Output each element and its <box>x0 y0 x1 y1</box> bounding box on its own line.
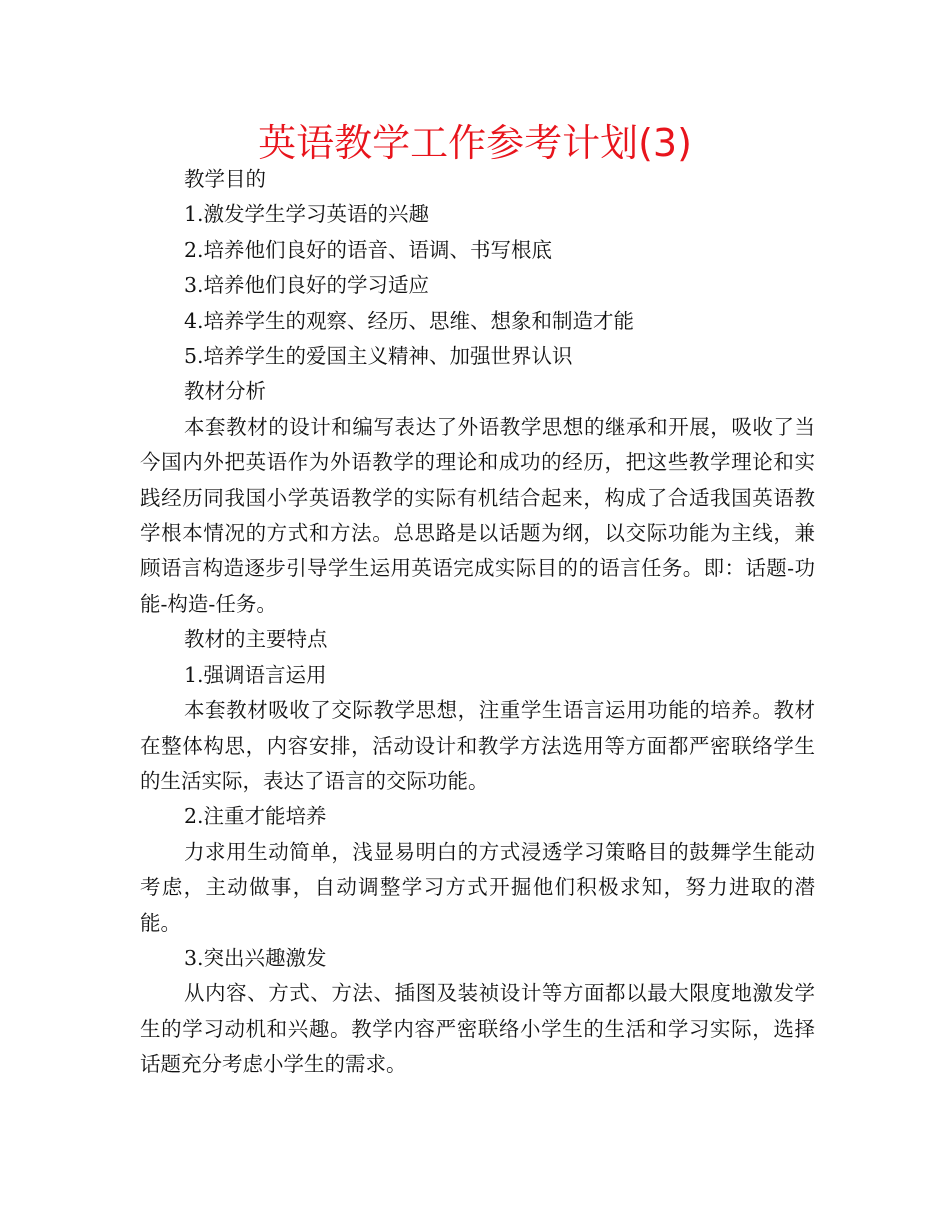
feature-heading-3: 3.突出兴趣激发 <box>184 945 327 970</box>
feature-paragraph-2: 力求用生动简单，浅显易明白的方式浸透学习策略目的鼓舞学生能动考虑，主动做事，自动调整学习方式开掘他们积极求知，努力进取的潜能。 <box>140 839 815 935</box>
feature-heading-2: 2.注重才能培养 <box>184 804 327 829</box>
feature-paragraph-3: 从内容、方式、方法、插图及装祯设计等方面都以最大限度地激发学生的学习动机和兴趣。教学内容严密联络小学生的生活和学习实际，选择话题充分考虑小学生的需求。 <box>140 981 815 1077</box>
textbook-analysis-paragraph: 本套教材的设计和编写表达了外语教学思想的继承和开展，吸收了当今国内外把英语作为外语教学的理论和成功的经历，把这些教学理论和实践经历同我国小学英语教学的实际有机结合起来，构成了合适我国英语教学根本情况的方式和方法。总思路是以话题为纲，以交际功能为主线，兼顾语言构造逐步引导学生运用英语完成实际目的的语言任务。即：话题-功能-构造-任务。 <box>140 414 815 616</box>
section-heading-textbook-analysis: 教材分析 <box>184 379 266 404</box>
section-heading-main-features: 教材的主要特点 <box>184 627 328 652</box>
feature-paragraph-1: 本套教材吸收了交际教学思想，注重学生语言运用功能的培养。教材在整体构思，内容安排，活动设计和教学方法选用等方面都严密联络学生的生活实际，表达了语言的交际功能。 <box>140 698 815 793</box>
goal-item-4: 4.培养学生的观察、经历、思维、想象和制造才能 <box>184 308 635 333</box>
feature-heading-1: 1.强调语言运用 <box>184 662 327 687</box>
goal-item-5: 5.培养学生的爱国主义精神、加强世界认识 <box>184 344 573 369</box>
goal-item-2: 2.培养他们良好的语音、语调、书写根底 <box>184 237 553 262</box>
document-body <box>140 162 815 1083</box>
goal-item-1: 1.激发学生学习英语的兴趣 <box>184 202 430 227</box>
document-title: 英语教学工作参考计划(3) <box>258 121 692 165</box>
section-heading-teaching-goals: 教学目的 <box>184 167 266 191</box>
goal-item-3: 3.培养他们良好的学习适应 <box>184 273 430 298</box>
